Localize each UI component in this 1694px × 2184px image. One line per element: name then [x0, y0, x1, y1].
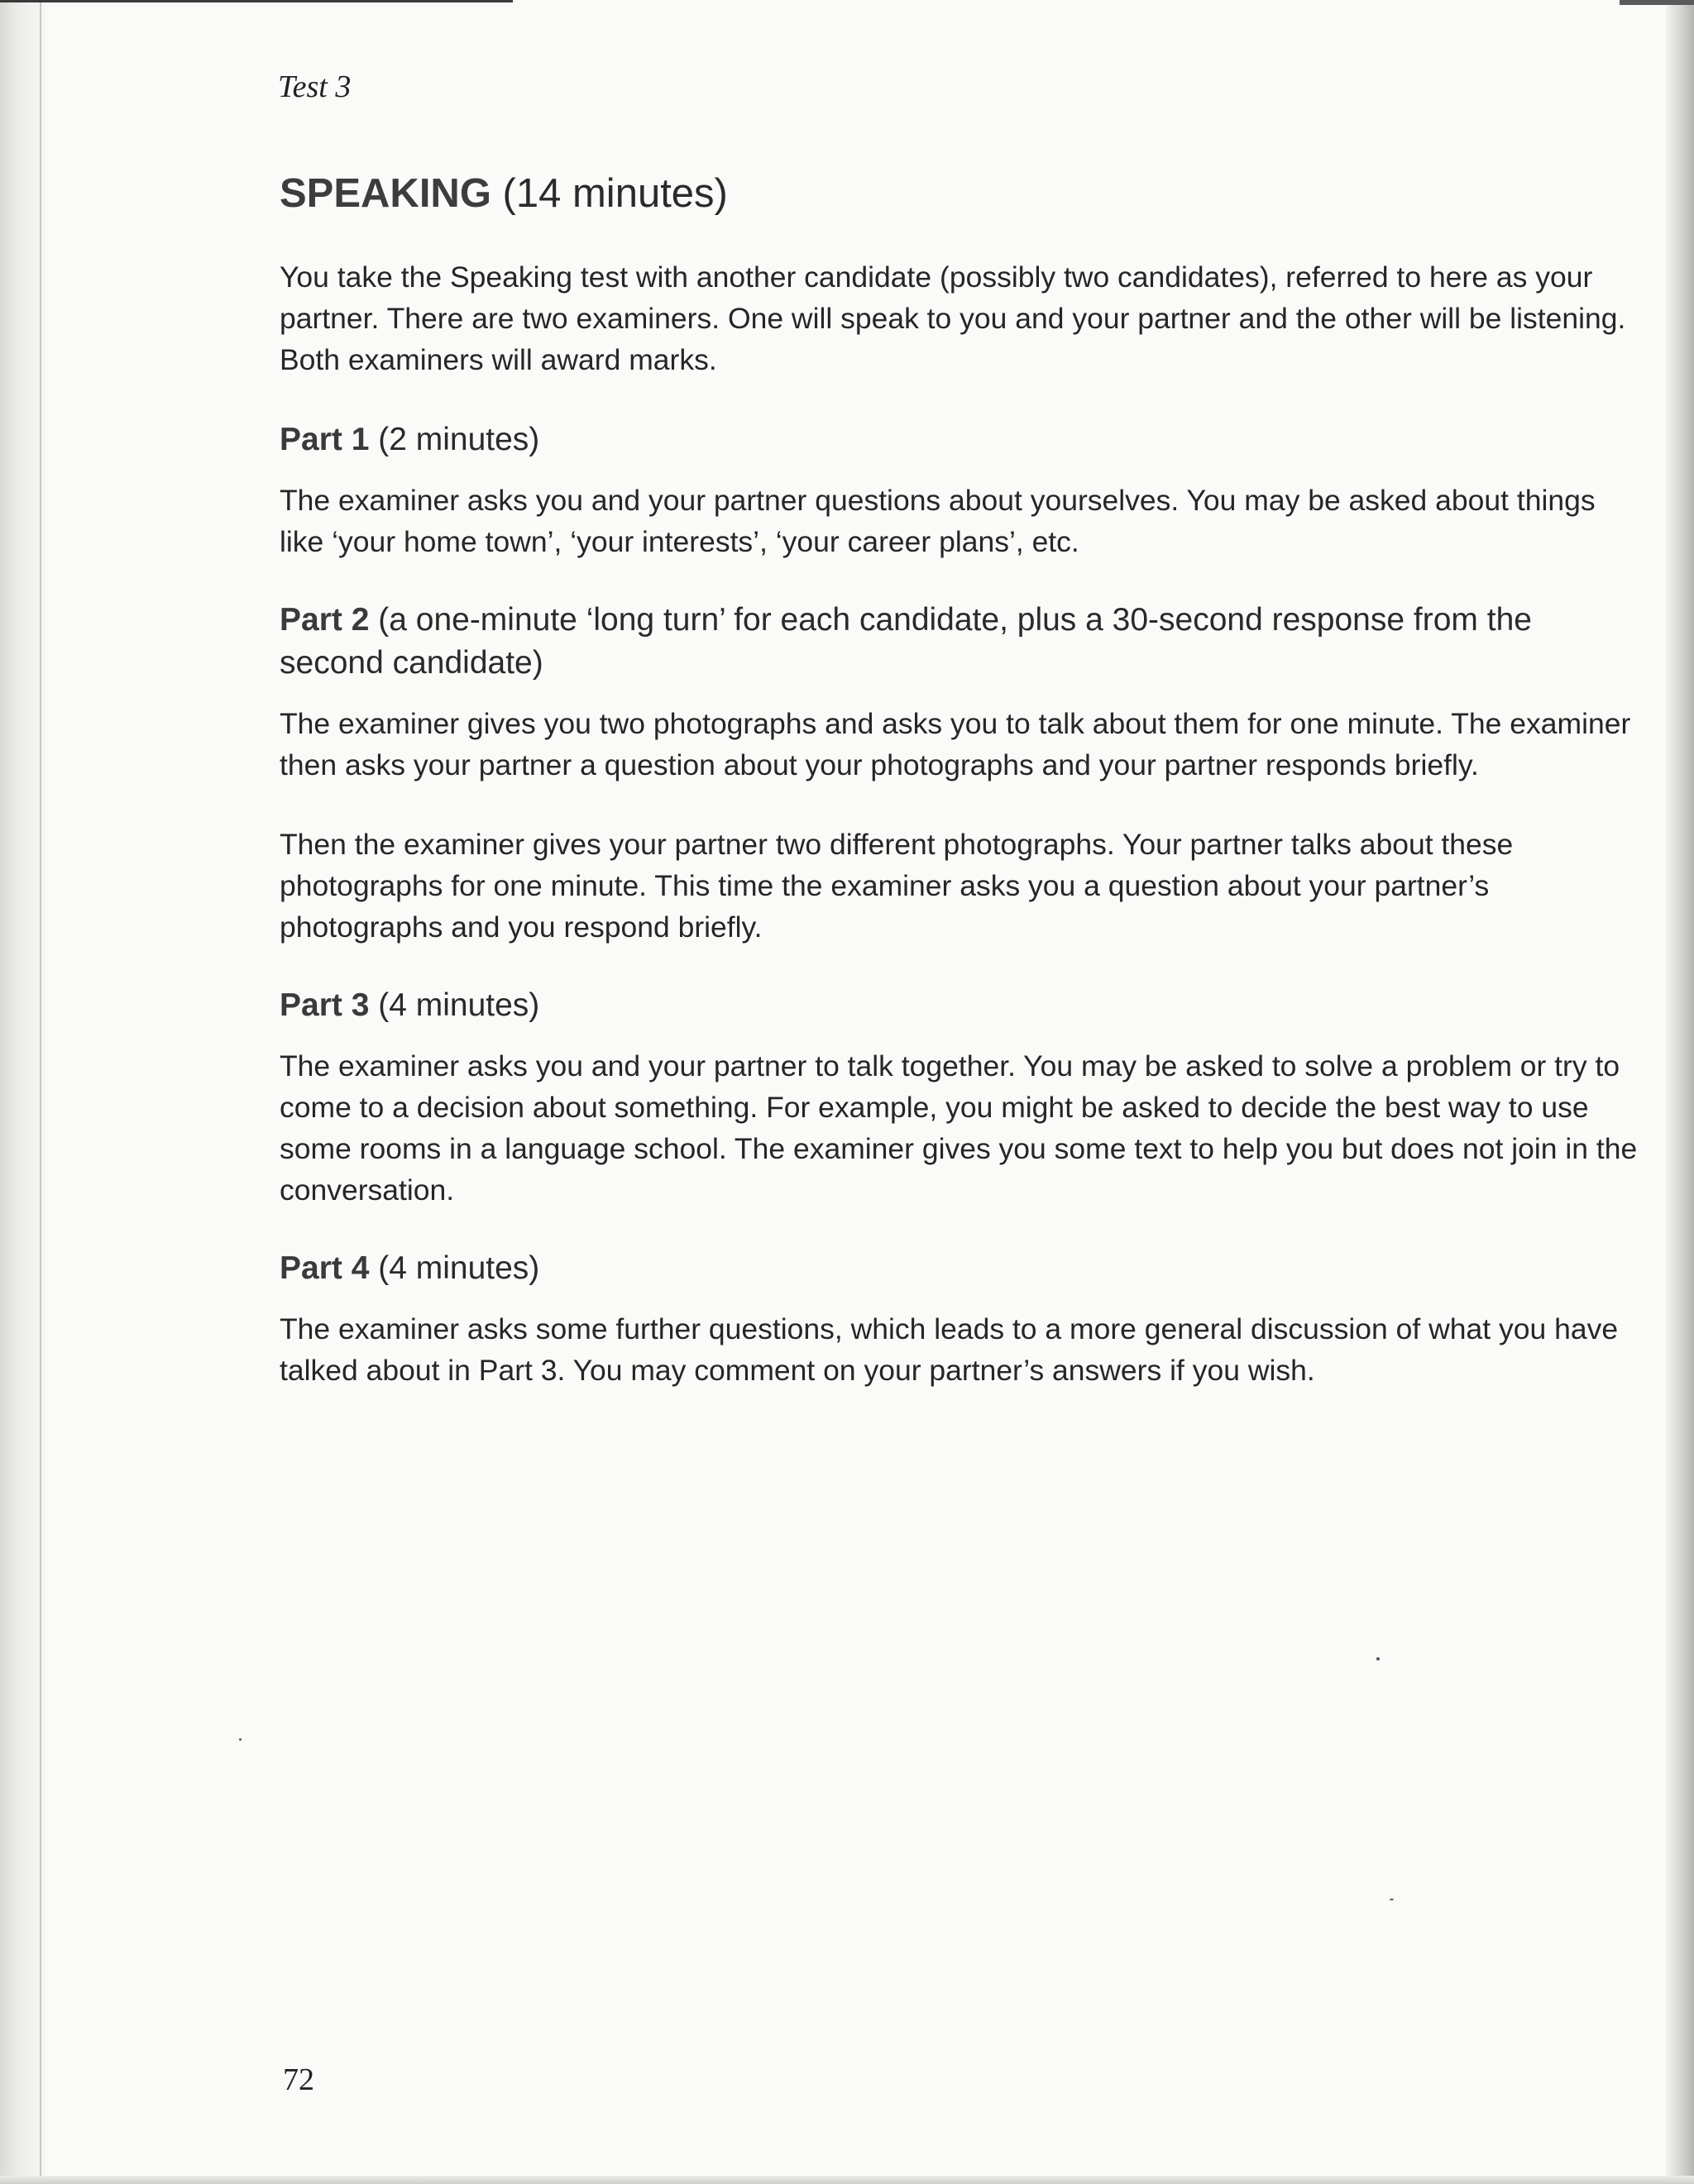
page-content [280, 170, 1644, 1427]
part-2-duration: (a one-minute ‘long turn’ for each candidate, plus a 30-second response from the second candidate) [280, 601, 1532, 681]
part-1-label: Part 1 [280, 421, 370, 457]
section-title-duration: (14 minutes) [490, 171, 728, 216]
section-title-label: SPEAKING [280, 171, 491, 216]
scan-top-edge [0, 0, 513, 2]
part-2-heading [280, 599, 1644, 685]
section-title [280, 170, 1644, 218]
part-1-duration: (2 minutes) [369, 421, 540, 457]
part-1-body: The examiner asks you and your partner questions about yourselves. You may be asked about things like ‘your home town’, ‘your interests’, ‘your career plans’, etc. [280, 483, 1596, 558]
part-1-heading [280, 418, 1644, 461]
scan-bottom-edge [0, 2176, 1694, 2184]
part-3-heading [280, 984, 1644, 1027]
scan-page-curl [1666, 0, 1694, 2184]
part-4-heading [280, 1247, 1644, 1290]
scan-speck [1390, 1899, 1394, 1900]
scan-speck [1376, 1657, 1380, 1661]
part-2-body-2: Then the examiner gives your partner two different photographs. Your partner talks about these photographs for one minute. This time the examiner asks you a question about your partner’s photographs and you respond briefly. [280, 827, 1514, 944]
page-number: 72 [283, 2062, 314, 2097]
part-3-duration: (4 minutes) [369, 987, 540, 1023]
part-2-label: Part 2 [280, 601, 370, 638]
scan-binding-edge [0, 0, 46, 2184]
intro-paragraph: You take the Speaking test with another candidate (possibly two candidates), referred to here as your partner. There are two examiners. One will speak to you and your partner and the other will be listening. Both examiners will award marks. [280, 260, 1626, 376]
running-head: Test 3 [278, 69, 352, 104]
part-4-duration: (4 minutes) [369, 1250, 540, 1286]
scan-top-right-edge [1620, 0, 1694, 5]
part-4-body: The examiner asks some further questions, which leads to a more general discussion of what you have talked about in Part 3. You may comment on your partner’s answers if you wish. [280, 1312, 1619, 1387]
part-3-label: Part 3 [280, 987, 370, 1023]
part-2-body-1: The examiner gives you two photographs and asks you to talk about them for one minute. The examiner then asks your partner a question about your photographs and your partner responds briefly. [280, 706, 1631, 781]
part-3-body: The examiner asks you and your partner to talk together. You may be asked to solve a problem or try to come to a decision about something. For example, you might be asked to decide the best way to use some rooms in a language school. The examiner gives you some text to help you but does not join in the conversation. [280, 1049, 1638, 1207]
part-4-label: Part 4 [280, 1250, 370, 1286]
scan-speck [239, 1738, 242, 1741]
